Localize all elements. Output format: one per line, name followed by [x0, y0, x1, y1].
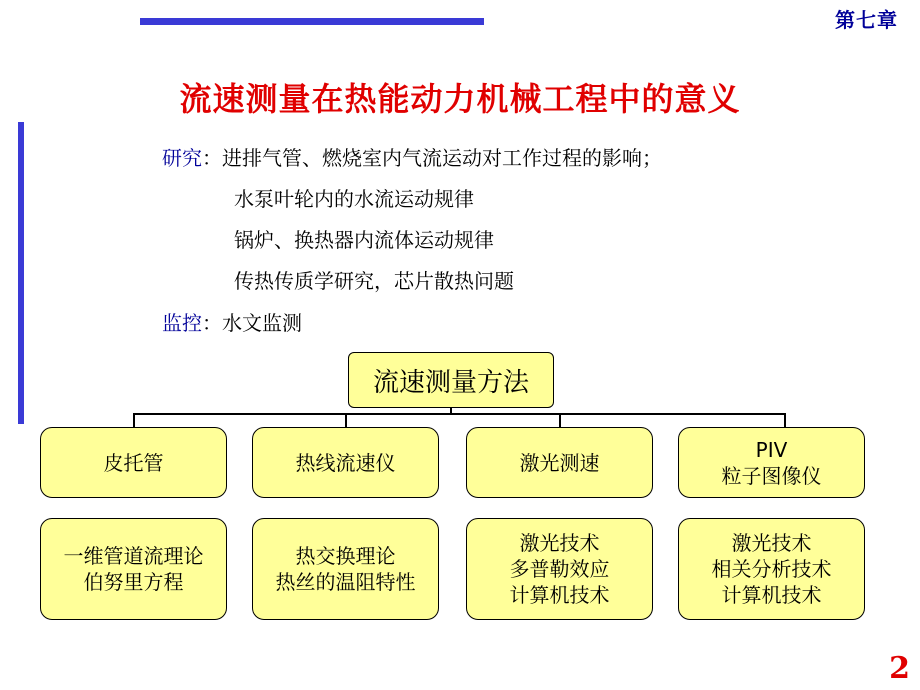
basis-text: 激光技术 — [731, 531, 812, 555]
method-node-hot-wire — [252, 427, 439, 498]
method-name: 热线流速仪 — [295, 450, 396, 475]
monitor-label: 监控 — [162, 311, 202, 335]
research-label: 研究 — [162, 146, 202, 170]
basis-text: 计算机技术 — [721, 583, 822, 607]
research-item: 进排气管、燃烧室内气流运动对工作过程的影响； — [222, 146, 662, 170]
basis-text: 激光技术 — [519, 531, 600, 555]
branch-connector — [133, 413, 786, 415]
monitor-item: 水文监测 — [222, 311, 302, 335]
basis-text: 伯努里方程 — [83, 570, 184, 594]
method-node-laser-velocimetry — [466, 427, 653, 498]
basis-text: 计算机技术 — [509, 583, 610, 607]
method-name: 粒子图像仪 — [721, 463, 822, 488]
branch-drop — [784, 413, 786, 427]
branch-drop — [345, 413, 347, 427]
monitor-colon: ： — [202, 311, 222, 335]
basis-text: 一维管道流理论 — [63, 544, 204, 568]
research-item: 水泵叶轮内的水流运动规律 — [234, 187, 474, 211]
slide-title: 流速测量在热能动力机械工程中的意义 — [179, 80, 741, 118]
research-item: 锅炉、换热器内流体运动规律 — [234, 228, 494, 252]
root-node: 流速测量方法 — [348, 352, 554, 408]
basis-node-pitot-tube — [40, 518, 227, 620]
basis-text: 多普勒效应 — [509, 557, 610, 581]
research-line-1 — [162, 142, 662, 171]
basis-node-piv — [678, 518, 865, 620]
basis-text: 相关分析技术 — [711, 557, 832, 581]
page-number: 2 — [889, 651, 910, 686]
left-decorative-rule — [18, 122, 24, 424]
basis-text: 热丝的温阻特性 — [275, 570, 416, 594]
branch-drop — [133, 413, 135, 427]
research-item: 传热传质学研究，芯片散热问题 — [234, 269, 514, 293]
chapter-label: 第七章 — [835, 8, 898, 32]
method-name: PIV — [755, 437, 788, 462]
research-colon: ： — [202, 146, 222, 170]
top-decorative-rule — [140, 18, 484, 25]
monitor-line — [162, 307, 302, 336]
basis-node-hot-wire — [252, 518, 439, 620]
method-name: 激光测速 — [519, 450, 600, 475]
method-node-pitot-tube — [40, 427, 227, 498]
basis-text: 热交换理论 — [295, 544, 396, 568]
basis-node-laser-velocimetry — [466, 518, 653, 620]
method-name: 皮托管 — [103, 450, 164, 475]
method-node-piv — [678, 427, 865, 498]
branch-drop — [559, 413, 561, 427]
